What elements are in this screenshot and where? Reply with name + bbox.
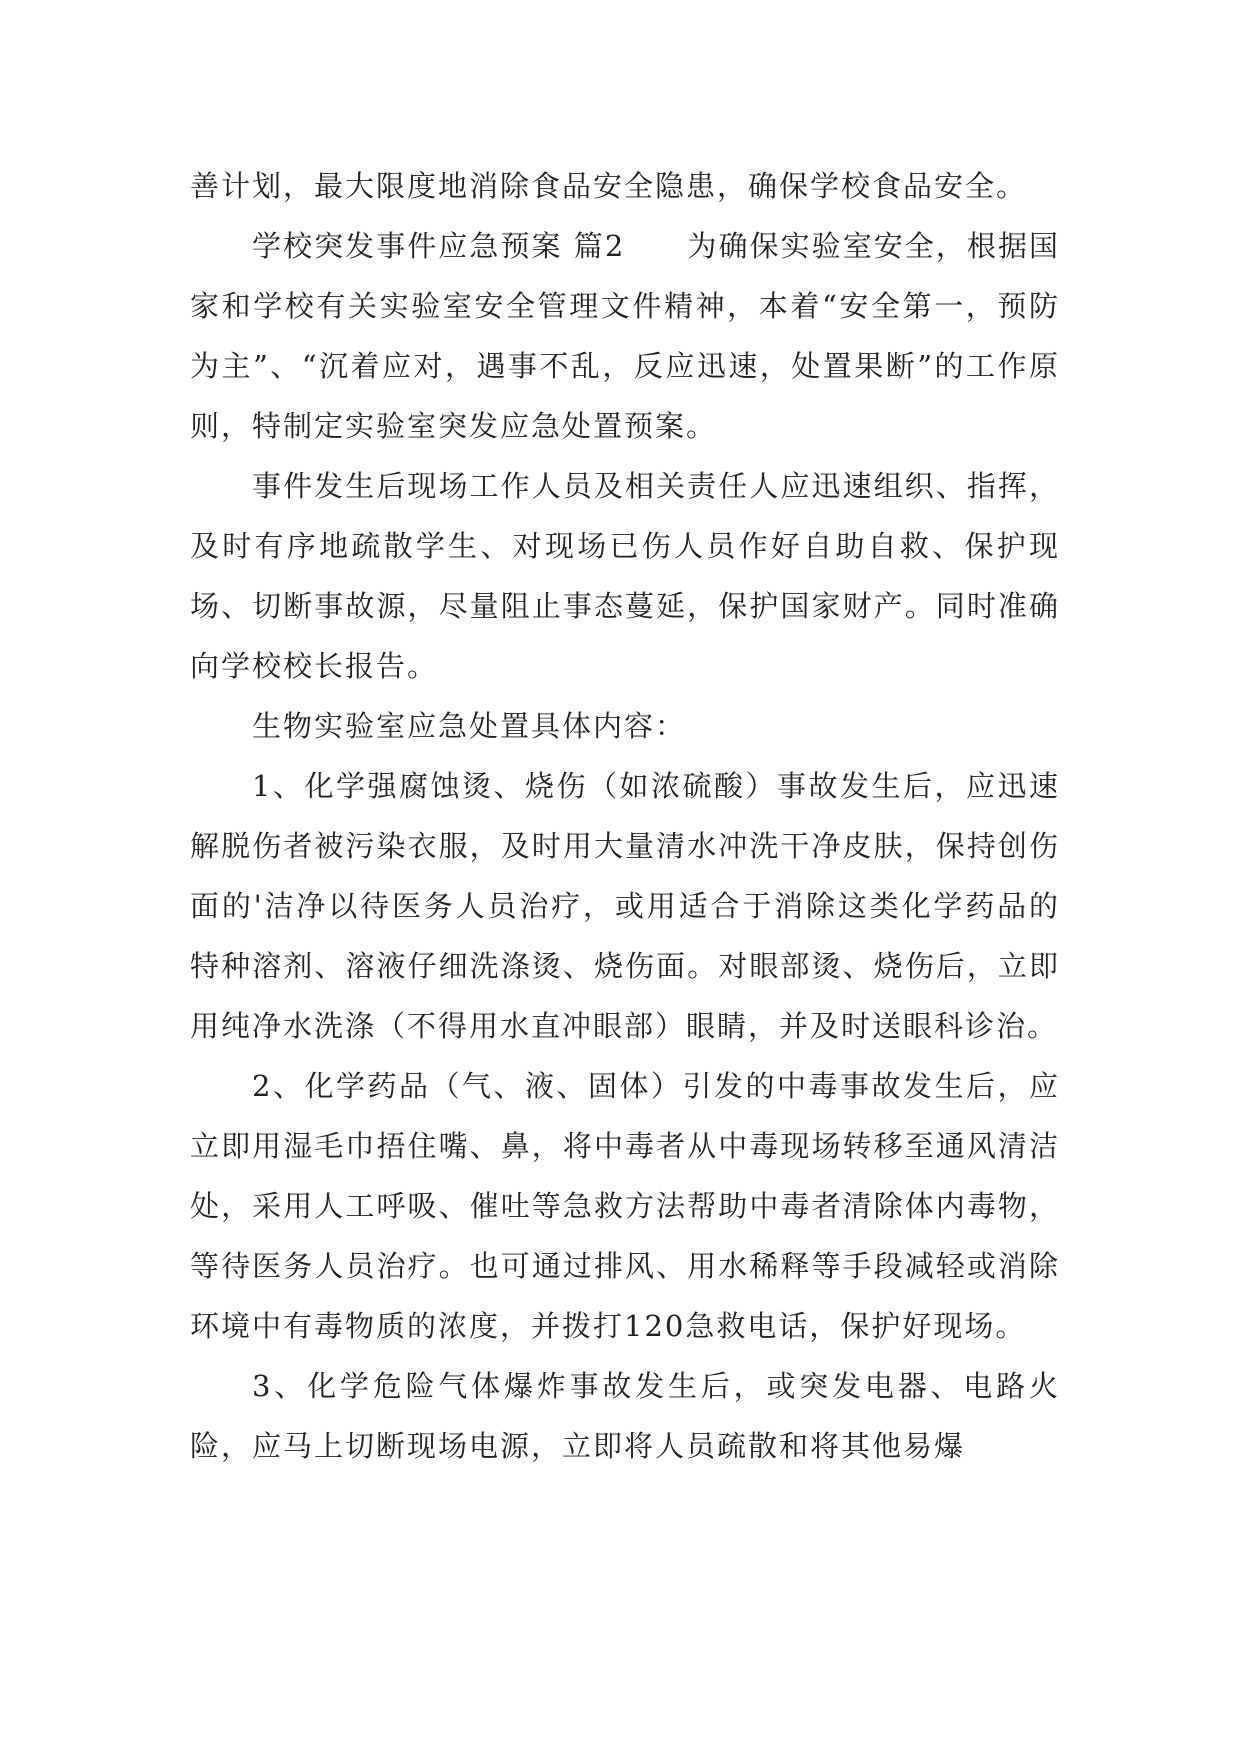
paragraph-continuation: 善计划，最大限度地消除食品安全隐患，确保学校食品安全。 (190, 169, 1028, 203)
paragraph-response: 事件发生后现场工作人员及相关责任人应迅速组织、指挥，及时有序地疏散学生、对现场已伤人员作好自助自救、保护现场、切断事故源，尽量阻止事态蔓延，保护国家财产。同时准确向学校校长报告。 (190, 469, 1060, 683)
paragraph-item-2: 2、化学药品（气、液、固体）引发的中毒事故发生后，应立即用湿毛巾捂住嘴、鼻，将中毒者从中毒现场转移至通风清洁处，采用人工呼吸、催吐等急救方法帮助中毒者清除体内毒物，等待医务人员治疗。也可通过排风、用水稀释等手段减轻或消除环境中有毒物质的浓度，并拨打120急救电话，保护好现场。 (190, 1069, 1060, 1343)
paragraph-section-intro: 学校突发事件应急预案 篇2 为确保实验室安全，根据国家和学校有关实验室安全管理文件精神，本着“安全第一，预防为主”、“沉着应对，遇事不乱，反应迅速，处置果断”的工作原则，特制定实验室突发应急处置预案。 (190, 229, 1060, 443)
paragraph-item-1: 1、化学强腐蚀烫、烧伤（如浓硫酸）事故发生后，应迅速解脱伤者被污染衣服，及时用大量清水冲洗干净皮肤，保持创伤面的'洁净以待医务人员治疗，或用适合于消除这类化学药品的特种溶剂、溶液仔细洗涤烫、烧伤面。对眼部烫、烧伤后，立即用纯净水洗涤（不得用水直冲眼部）眼睛，并及时送眼科诊治。 (190, 769, 1060, 1043)
paragraph-subheading: 生物实验室应急处置具体内容： (252, 709, 687, 743)
paragraph-item-3: 3、化学危险气体爆炸事故发生后，或突发电器、电路火险，应马上切断现场电源，立即将人员疏散和将其他易爆 (190, 1369, 1060, 1463)
document-body (190, 156, 1060, 1476)
